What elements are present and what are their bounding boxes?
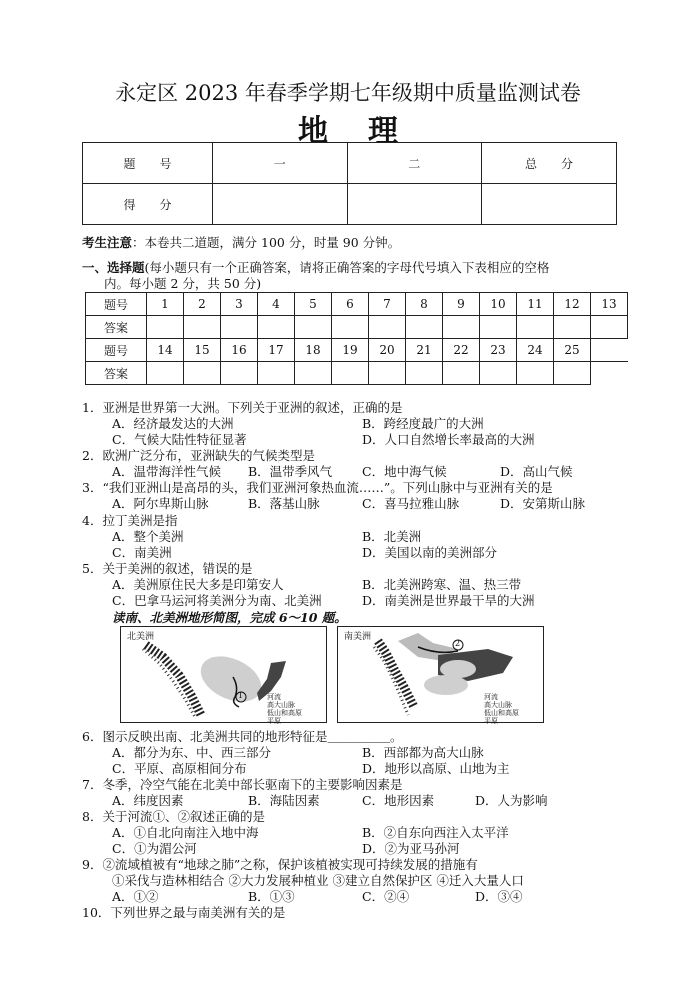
option: C．地中海气候 (362, 464, 447, 479)
answer-cell[interactable] (591, 316, 628, 339)
subject-title: 地理 (298, 114, 438, 149)
answer-table-number: 16 (221, 339, 258, 362)
option: D．②为亚马孙河 (362, 841, 460, 856)
option: A．纬度因素 (112, 793, 184, 808)
option: D．美国以南的美洲部分 (362, 545, 498, 560)
south-america-map (337, 626, 544, 723)
answer-table-number: 2 (184, 293, 221, 316)
answer-cell[interactable] (517, 362, 554, 385)
question-stem: 4．拉丁美洲是指 (82, 513, 178, 528)
legend-plateau: 低山和高原 (267, 709, 302, 717)
question-stem: 5．关于美洲的叙述，错误的是 (82, 561, 253, 576)
option: C．②④ (362, 889, 410, 904)
option: B．海陆因素 (248, 793, 320, 808)
legend-river: 河流 (484, 693, 498, 701)
answer-cell[interactable] (184, 362, 221, 385)
score-header-cell: 总 分 (482, 143, 617, 184)
answer-cell[interactable] (147, 316, 184, 339)
option: A．阿尔卑斯山脉 (112, 496, 209, 511)
answer-cell[interactable] (147, 362, 184, 385)
score-row-label: 得 分 (83, 184, 213, 225)
answer-cell[interactable] (332, 316, 369, 339)
option: B．①③ (248, 889, 295, 904)
option: B．西部都为高大山脉 (362, 745, 484, 760)
answer-table (85, 292, 628, 385)
option: D．安第斯山脉 (500, 496, 586, 511)
answer-cell[interactable] (517, 316, 554, 339)
question-sub-choices: ①采伐与造林相结合 ②大力发展种植业 ③建立自然保护区 ④迁入大量人口 (112, 873, 524, 888)
option: C．巴拿马运河将美洲分为南、北美洲 (112, 593, 322, 608)
score-cell[interactable] (347, 184, 482, 225)
answer-cell (591, 362, 628, 385)
answer-table-number: 12 (554, 293, 591, 316)
option: B．②自东向西注入太平洋 (362, 825, 509, 840)
legend-mountain: 高大山脉 (267, 701, 295, 709)
answer-table-number: 21 (406, 339, 443, 362)
answer-table-number: 17 (258, 339, 295, 362)
answer-cell[interactable] (443, 316, 480, 339)
score-header-cell: 题 号 (83, 143, 213, 184)
option: B．北美洲跨寒、温、热三带 (362, 577, 522, 592)
answer-cell[interactable] (332, 362, 369, 385)
legend-plain: 平原 (267, 717, 281, 725)
option: D．③④ (475, 889, 523, 904)
option: A．经济最发达的大洲 (112, 416, 234, 431)
answer-table-label: 答案 (86, 362, 147, 385)
answer-table-number: 5 (295, 293, 332, 316)
legend-plateau: 低山和高原 (484, 709, 519, 717)
answer-cell[interactable] (480, 316, 517, 339)
question-stem: 8．关于河流①、②叙述正确的是 (82, 809, 265, 824)
answer-cell[interactable] (369, 316, 406, 339)
answer-table-number: 15 (184, 339, 221, 362)
map-intro: 读南、北美洲地形简图，完成 6～10 题。 (112, 610, 347, 625)
answer-table-number: 4 (258, 293, 295, 316)
answer-table-number: 7 (369, 293, 406, 316)
score-header-cell: 一 (212, 143, 347, 184)
answer-table-number: 14 (147, 339, 184, 362)
legend-plain: 平原 (484, 717, 498, 725)
option: B．跨经度最广的大洲 (362, 416, 484, 431)
south-map-label: 南美洲 (344, 632, 372, 642)
section1-instruction: (每小题只有一个正确答案，请将正确答案的字母代号填入下表相应的空格 (144, 260, 550, 275)
marker-1: 1 (238, 691, 244, 700)
option: C．南美洲 (112, 545, 172, 560)
marker-2: 2 (455, 639, 461, 648)
score-table (82, 142, 617, 225)
option: C．气候大陆性特征显著 (112, 432, 247, 447)
option: A．美洲原住民大多是印第安人 (112, 577, 284, 592)
answer-cell[interactable] (258, 316, 295, 339)
score-cell[interactable] (482, 184, 617, 225)
answer-table-number: 20 (369, 339, 406, 362)
north-map-legend (267, 693, 302, 725)
question-stem: 6．图示反映出南、北美洲共同的地形特征是＿＿＿＿＿。 (82, 729, 403, 744)
answer-cell[interactable] (184, 316, 221, 339)
south-map-legend (484, 693, 519, 725)
score-header-cell: 二 (347, 143, 482, 184)
option: D．高山气候 (500, 464, 573, 479)
answer-cell[interactable] (221, 362, 258, 385)
legend-mountain: 高大山脉 (484, 701, 512, 709)
notice-text: ：本卷共二道题，满分 100 分，时量 90 分钟。 (132, 235, 401, 250)
answer-table-number: 9 (443, 293, 480, 316)
answer-cell[interactable] (258, 362, 295, 385)
option: C．喜马拉雅山脉 (362, 496, 460, 511)
exam-notice (82, 233, 400, 251)
answer-table-number: 18 (295, 339, 332, 362)
answer-table-number: 8 (406, 293, 443, 316)
answer-table-number: 6 (332, 293, 369, 316)
option: D．地形以高原、山地为主 (362, 761, 510, 776)
option: D．南美洲是世界最干旱的大洲 (362, 593, 535, 608)
option: A．①自北向南注入地中海 (112, 825, 259, 840)
answer-table-number: 11 (517, 293, 554, 316)
answer-table-number: 22 (443, 339, 480, 362)
question-stem: 3．“我们亚洲山是高昂的头，我们亚洲河象热血流……”。下列山脉中与亚洲有关的是 (82, 480, 553, 495)
section1-instruction-2: 内。每小题 2 分，共 50 分) (104, 276, 262, 291)
answer-table-label: 答案 (86, 316, 147, 339)
option: A．温带海洋性气候 (112, 464, 222, 479)
option: C．①为湄公河 (112, 841, 197, 856)
option: B．落基山脉 (248, 496, 320, 511)
exam-title: 永定区 2023 年春季学期七年级期中质量监测试卷 (115, 81, 581, 105)
answer-table-number (591, 339, 628, 362)
answer-cell[interactable] (295, 362, 332, 385)
option: A．①② (112, 889, 159, 904)
answer-table-number: 10 (480, 293, 517, 316)
option: D．人口自然增长率最高的大洲 (362, 432, 535, 447)
answer-cell[interactable] (554, 316, 591, 339)
score-cell[interactable] (212, 184, 347, 225)
option: B．北美洲 (362, 529, 422, 544)
option: D．人为影响 (475, 793, 548, 808)
north-america-map (120, 626, 327, 723)
answer-table-number: 24 (517, 339, 554, 362)
answer-cell[interactable] (295, 316, 332, 339)
answer-table-label: 题号 (86, 293, 147, 316)
answer-cell[interactable] (221, 316, 258, 339)
answer-table-number: 23 (480, 339, 517, 362)
answer-table-label: 题号 (86, 339, 147, 362)
question-stem: 7．冬季，冷空气能在北美中部长驱南下的主要影响因素是 (82, 777, 403, 792)
notice-label: 考生注意 (82, 235, 133, 250)
answer-table-number: 1 (147, 293, 184, 316)
section1-title: 一、选择题 (82, 260, 145, 275)
answer-cell[interactable] (480, 362, 517, 385)
answer-table-number: 3 (221, 293, 258, 316)
answer-cell[interactable] (369, 362, 406, 385)
option: C．平原、高原相间分布 (112, 761, 247, 776)
answer-table-number: 13 (591, 293, 628, 316)
option: A．整个美洲 (112, 529, 184, 544)
answer-cell[interactable] (406, 362, 443, 385)
question-stem: 10．下列世界之最与南美洲有关的是 (82, 905, 286, 920)
question-stem: 9．②流域植被有“地球之肺”之称，保护该植被实现可持续发展的措施有 (82, 857, 478, 872)
option: C．地形因素 (362, 793, 435, 808)
answer-table-number: 25 (554, 339, 591, 362)
question-stem: 2．欧洲广泛分布，亚洲缺失的气候类型是 (82, 448, 315, 463)
legend-river: 河流 (267, 693, 281, 701)
answer-table-number: 19 (332, 339, 369, 362)
option: B．温带季风气 (248, 464, 333, 479)
north-map-label: 北美洲 (127, 632, 155, 642)
question-stem: 1．亚洲是世界第一大洲。下列关于亚洲的叙述，正确的是 (82, 400, 403, 415)
answer-cell[interactable] (406, 316, 443, 339)
answer-cell[interactable] (443, 362, 480, 385)
answer-cell[interactable] (554, 362, 591, 385)
option: A．都分为东、中、西三部分 (112, 745, 272, 760)
